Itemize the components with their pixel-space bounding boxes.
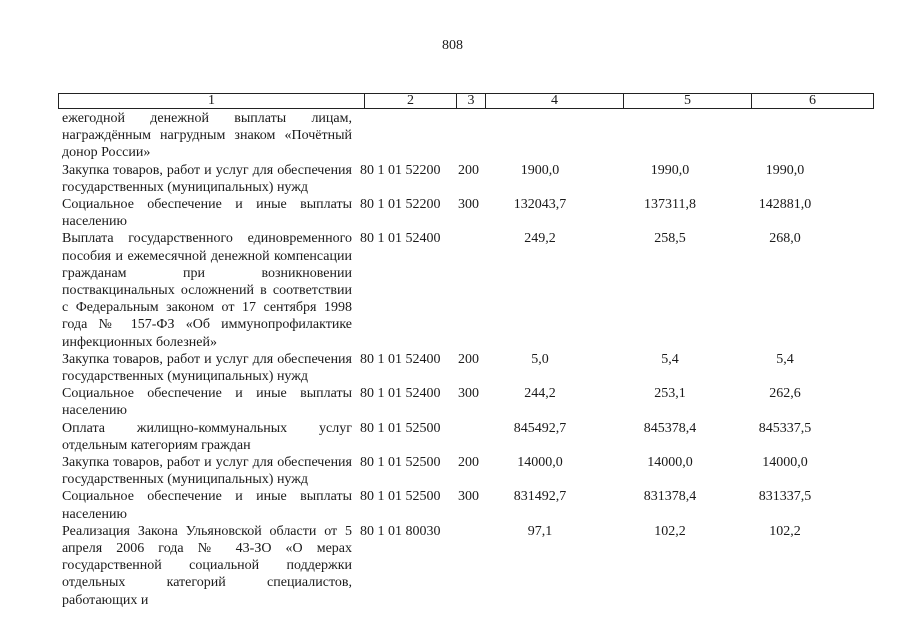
table-row bbox=[0, 523, 905, 609]
table-row bbox=[0, 230, 905, 350]
row-vr: 300 bbox=[458, 197, 479, 213]
table-row bbox=[0, 420, 905, 454]
row-value-col4: 845492,7 bbox=[513, 420, 567, 436]
row-code: 80 1 01 52400 bbox=[360, 351, 441, 367]
row-value-col6: 831337,5 bbox=[758, 489, 812, 505]
row-name: ежегодной денежной выплаты лицам, награждённым нагрудным знаком «Почётный донор России» bbox=[62, 111, 352, 161]
row-code: 80 1 01 52500 bbox=[360, 489, 441, 505]
row-value-col5: 5,4 bbox=[661, 351, 679, 367]
page-number: 808 bbox=[442, 38, 463, 53]
row-value-col6: 268,0 bbox=[769, 231, 801, 247]
header-col-4: 4 bbox=[551, 93, 558, 108]
row-value-col5: 1990,0 bbox=[650, 162, 690, 178]
table-row bbox=[0, 488, 905, 522]
table-row bbox=[0, 385, 905, 419]
row-name: Выплата государственного единовременного пособия и ежемесячной денежной компенсации гражданам при возникновении поствакцинальных осложнений в соответствии с Федеральным законом от 17 сентября 1998 года № 157-ФЗ «Об иммунопрофилактике инфекционных болезней» bbox=[62, 231, 352, 350]
row-vr: 200 bbox=[458, 455, 479, 471]
row-code: 80 1 01 52200 bbox=[360, 197, 441, 213]
row-vr: 200 bbox=[458, 351, 479, 367]
table-row bbox=[0, 196, 905, 230]
header-col-6: 6 bbox=[809, 93, 816, 108]
row-vr: 200 bbox=[458, 162, 479, 178]
row-value-col5: 258,5 bbox=[654, 231, 686, 247]
header-col-2: 2 bbox=[407, 93, 414, 108]
row-value-col4: 132043,7 bbox=[513, 197, 567, 213]
table-row bbox=[0, 162, 905, 196]
row-value-col5: 137311,8 bbox=[644, 197, 696, 213]
row-value-col6: 1990,0 bbox=[765, 162, 805, 178]
table-header-row bbox=[58, 93, 874, 109]
row-name: Закупка товаров, работ и услуг для обеспечения государственных (муниципальных) нужд bbox=[62, 455, 352, 488]
row-code: 80 1 01 52400 bbox=[360, 386, 441, 402]
row-value-col6: 142881,0 bbox=[758, 197, 812, 213]
row-value-col6: 262,6 bbox=[769, 386, 801, 402]
row-value-col4: 97,1 bbox=[527, 523, 553, 539]
row-code: 80 1 01 52400 bbox=[360, 231, 441, 247]
row-value-col6: 102,2 bbox=[769, 523, 801, 539]
row-name: Закупка товаров, работ и услуг для обеспечения государственных (муниципальных) нужд bbox=[62, 351, 352, 385]
row-value-col4: 244,2 bbox=[524, 386, 556, 402]
row-name: Реализация Закона Ульяновской области от 5 апреля 2006 года № 43-ЗО «О мерах государственной социальной поддержки отдельных категорий специалистов, работающих и bbox=[62, 523, 352, 608]
row-vr: 300 bbox=[458, 386, 479, 402]
row-value-col5: 845378,4 bbox=[643, 420, 697, 436]
row-name: Социальное обеспечение и иные выплаты населению bbox=[62, 489, 352, 522]
row-value-col4: 14000,0 bbox=[517, 455, 563, 471]
table-row bbox=[0, 351, 905, 385]
row-vr: 300 bbox=[458, 489, 479, 505]
row-value-col5: 102,2 bbox=[654, 523, 686, 539]
row-name: Закупка товаров, работ и услуг для обеспечения государственных (муниципальных) нужд bbox=[62, 162, 352, 195]
row-value-col5: 253,1 bbox=[654, 386, 686, 402]
row-name: Социальное обеспечение и иные выплаты населению bbox=[62, 386, 352, 419]
row-value-col6: 845337,5 bbox=[758, 420, 812, 436]
header-col-1: 1 bbox=[208, 93, 215, 108]
header-col-5: 5 bbox=[684, 93, 691, 108]
row-value-col6: 5,4 bbox=[776, 351, 794, 367]
table-body bbox=[0, 110, 905, 609]
row-value-col6: 14000,0 bbox=[762, 455, 808, 471]
row-code: 80 1 01 80030 bbox=[360, 523, 441, 539]
row-value-col5: 831378,4 bbox=[643, 489, 697, 505]
header-col-3: 3 bbox=[467, 93, 475, 108]
row-code: 80 1 01 52200 bbox=[360, 162, 441, 178]
row-code: 80 1 01 52500 bbox=[360, 455, 441, 471]
row-value-col4: 249,2 bbox=[524, 231, 556, 247]
row-value-col4: 1900,0 bbox=[520, 162, 560, 178]
row-value-col5: 14000,0 bbox=[647, 455, 693, 471]
row-name: Оплата жилищно-коммунальных услуг отдельным категориям граждан bbox=[62, 420, 352, 453]
row-code: 80 1 01 52500 bbox=[360, 420, 441, 436]
row-name: Социальное обеспечение и иные выплаты населению bbox=[62, 197, 352, 230]
table-row bbox=[0, 110, 905, 162]
table-row bbox=[0, 454, 905, 488]
row-value-col4: 831492,7 bbox=[513, 489, 567, 505]
row-value-col4: 5,0 bbox=[531, 351, 549, 367]
